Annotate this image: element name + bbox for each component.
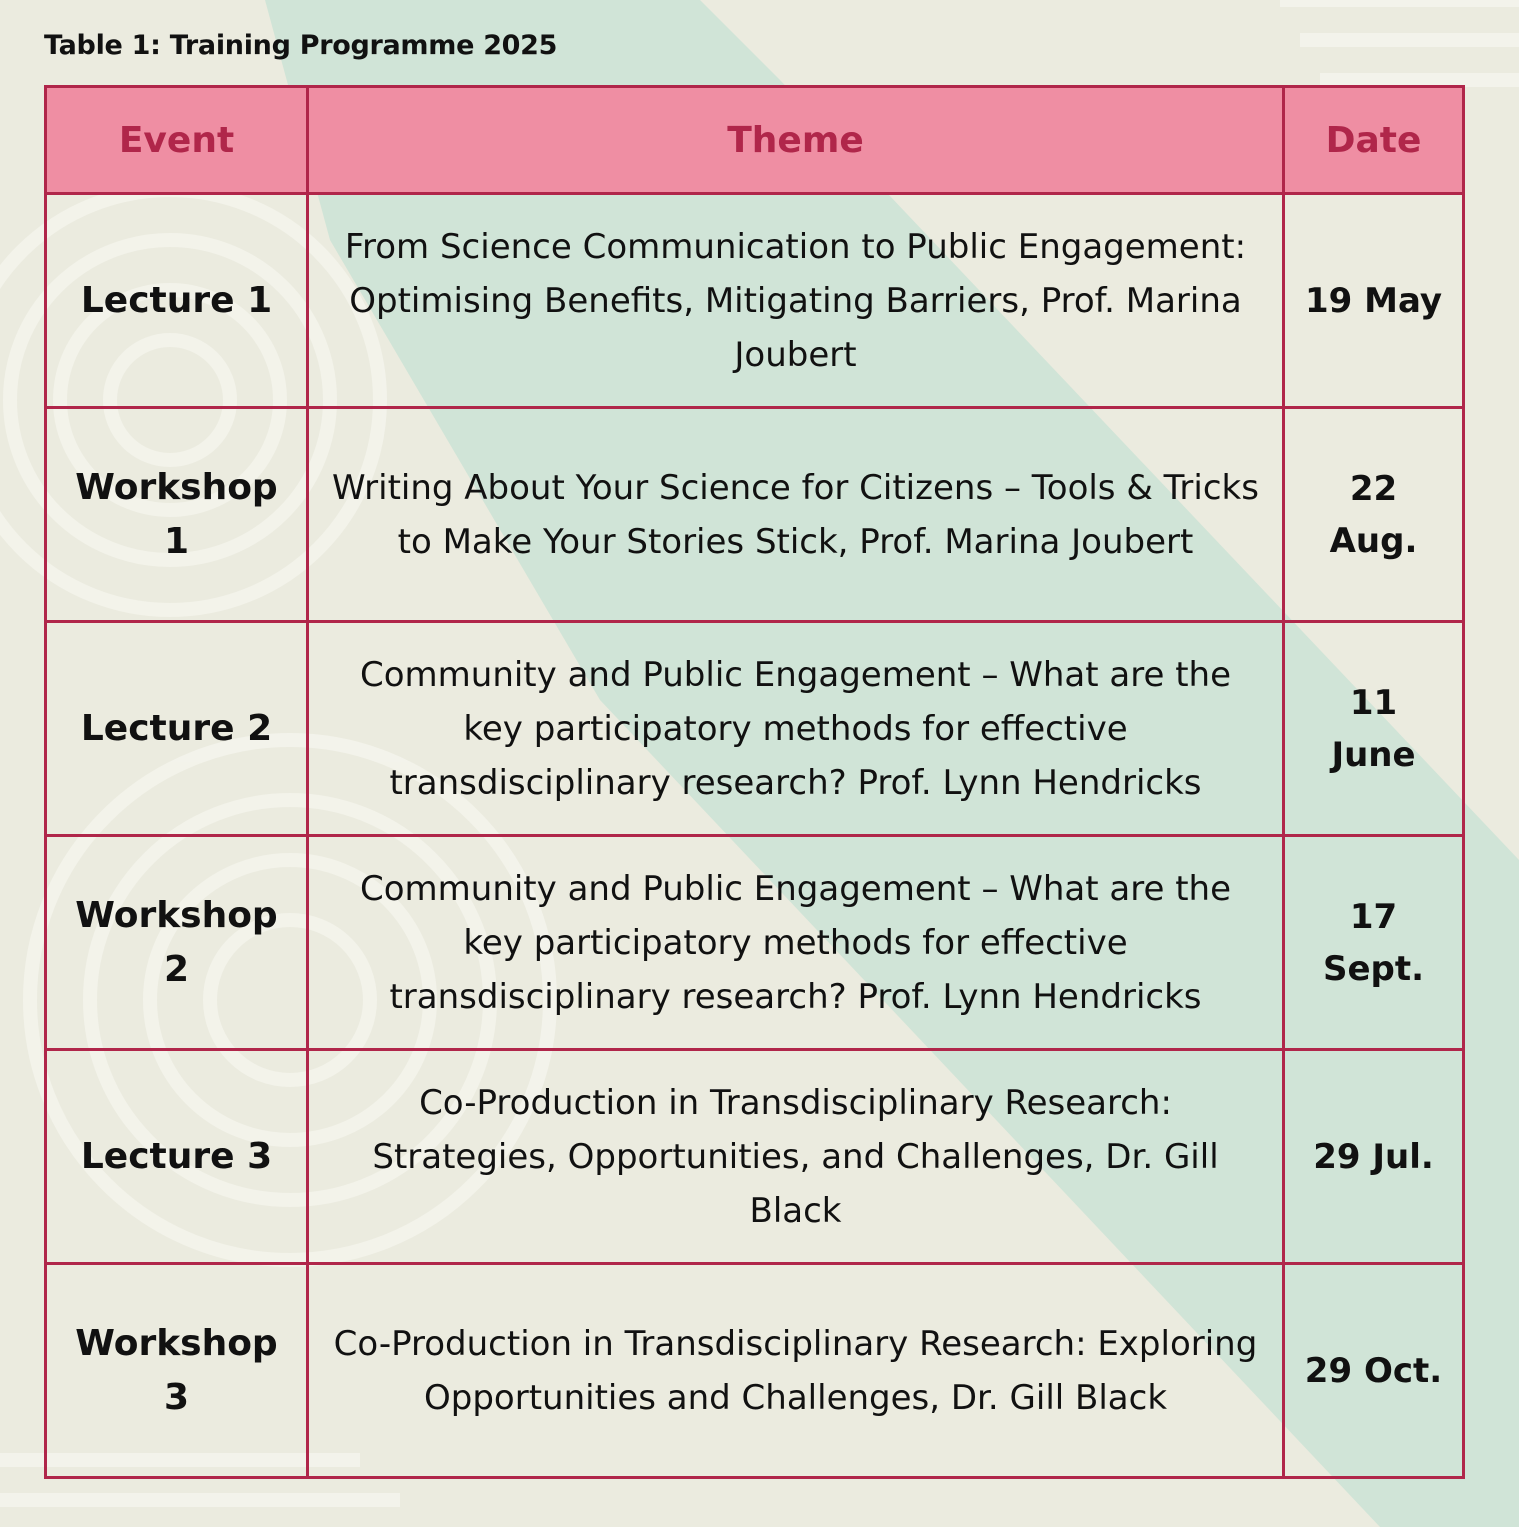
date-cell: 22 Aug. [1284,408,1464,622]
date-cell: 17 Sept. [1284,836,1464,1050]
theme-cell: Co-Production in Transdisciplinary Research: Exploring Opportunities and Challenges, Dr. Gill Black [308,1264,1284,1478]
theme-cell: Co-Production in Transdisciplinary Research: Strategies, Opportunities, and Challenges, Dr. Gill Black [308,1050,1284,1264]
date-cell: 19 May [1284,194,1464,408]
date-cell: 29 Jul. [1284,1050,1464,1264]
table-row [46,1264,1464,1478]
theme-cell: From Science Communication to Public Engagement: Optimising Benefits, Mitigating Barriers, Prof. Marina Joubert [308,194,1284,408]
theme-cell: Community and Public Engagement – What are the key participatory methods for effective transdisciplinary research? Prof. Lynn Hendricks [308,836,1284,1050]
header-theme: Theme [308,87,1284,194]
table-row [46,836,1464,1050]
header-date: Date [1284,87,1464,194]
table-row [46,622,1464,836]
training-programme-table [44,85,1465,1479]
event-cell: Workshop 2 [46,836,308,1050]
header-event: Event [46,87,308,194]
date-cell: 29 Oct. [1284,1264,1464,1478]
event-cell: Workshop 3 [46,1264,308,1478]
table-row [46,1050,1464,1264]
table-row [46,408,1464,622]
event-cell: Lecture 3 [46,1050,308,1264]
table-row [46,194,1464,408]
date-cell: 11 June [1284,622,1464,836]
event-cell: Workshop 1 [46,408,308,622]
theme-cell: Writing About Your Science for Citizens – Tools & Tricks to Make Your Stories Stick, Prof. Marina Joubert [308,408,1284,622]
theme-cell: Community and Public Engagement – What are the key participatory methods for effective transdisciplinary research? Prof. Lynn Hendricks [308,622,1284,836]
table-header-row [46,87,1464,194]
table-caption: Table 1: Training Programme 2025 [44,30,558,61]
event-cell: Lecture 2 [46,622,308,836]
event-cell: Lecture 1 [46,194,308,408]
